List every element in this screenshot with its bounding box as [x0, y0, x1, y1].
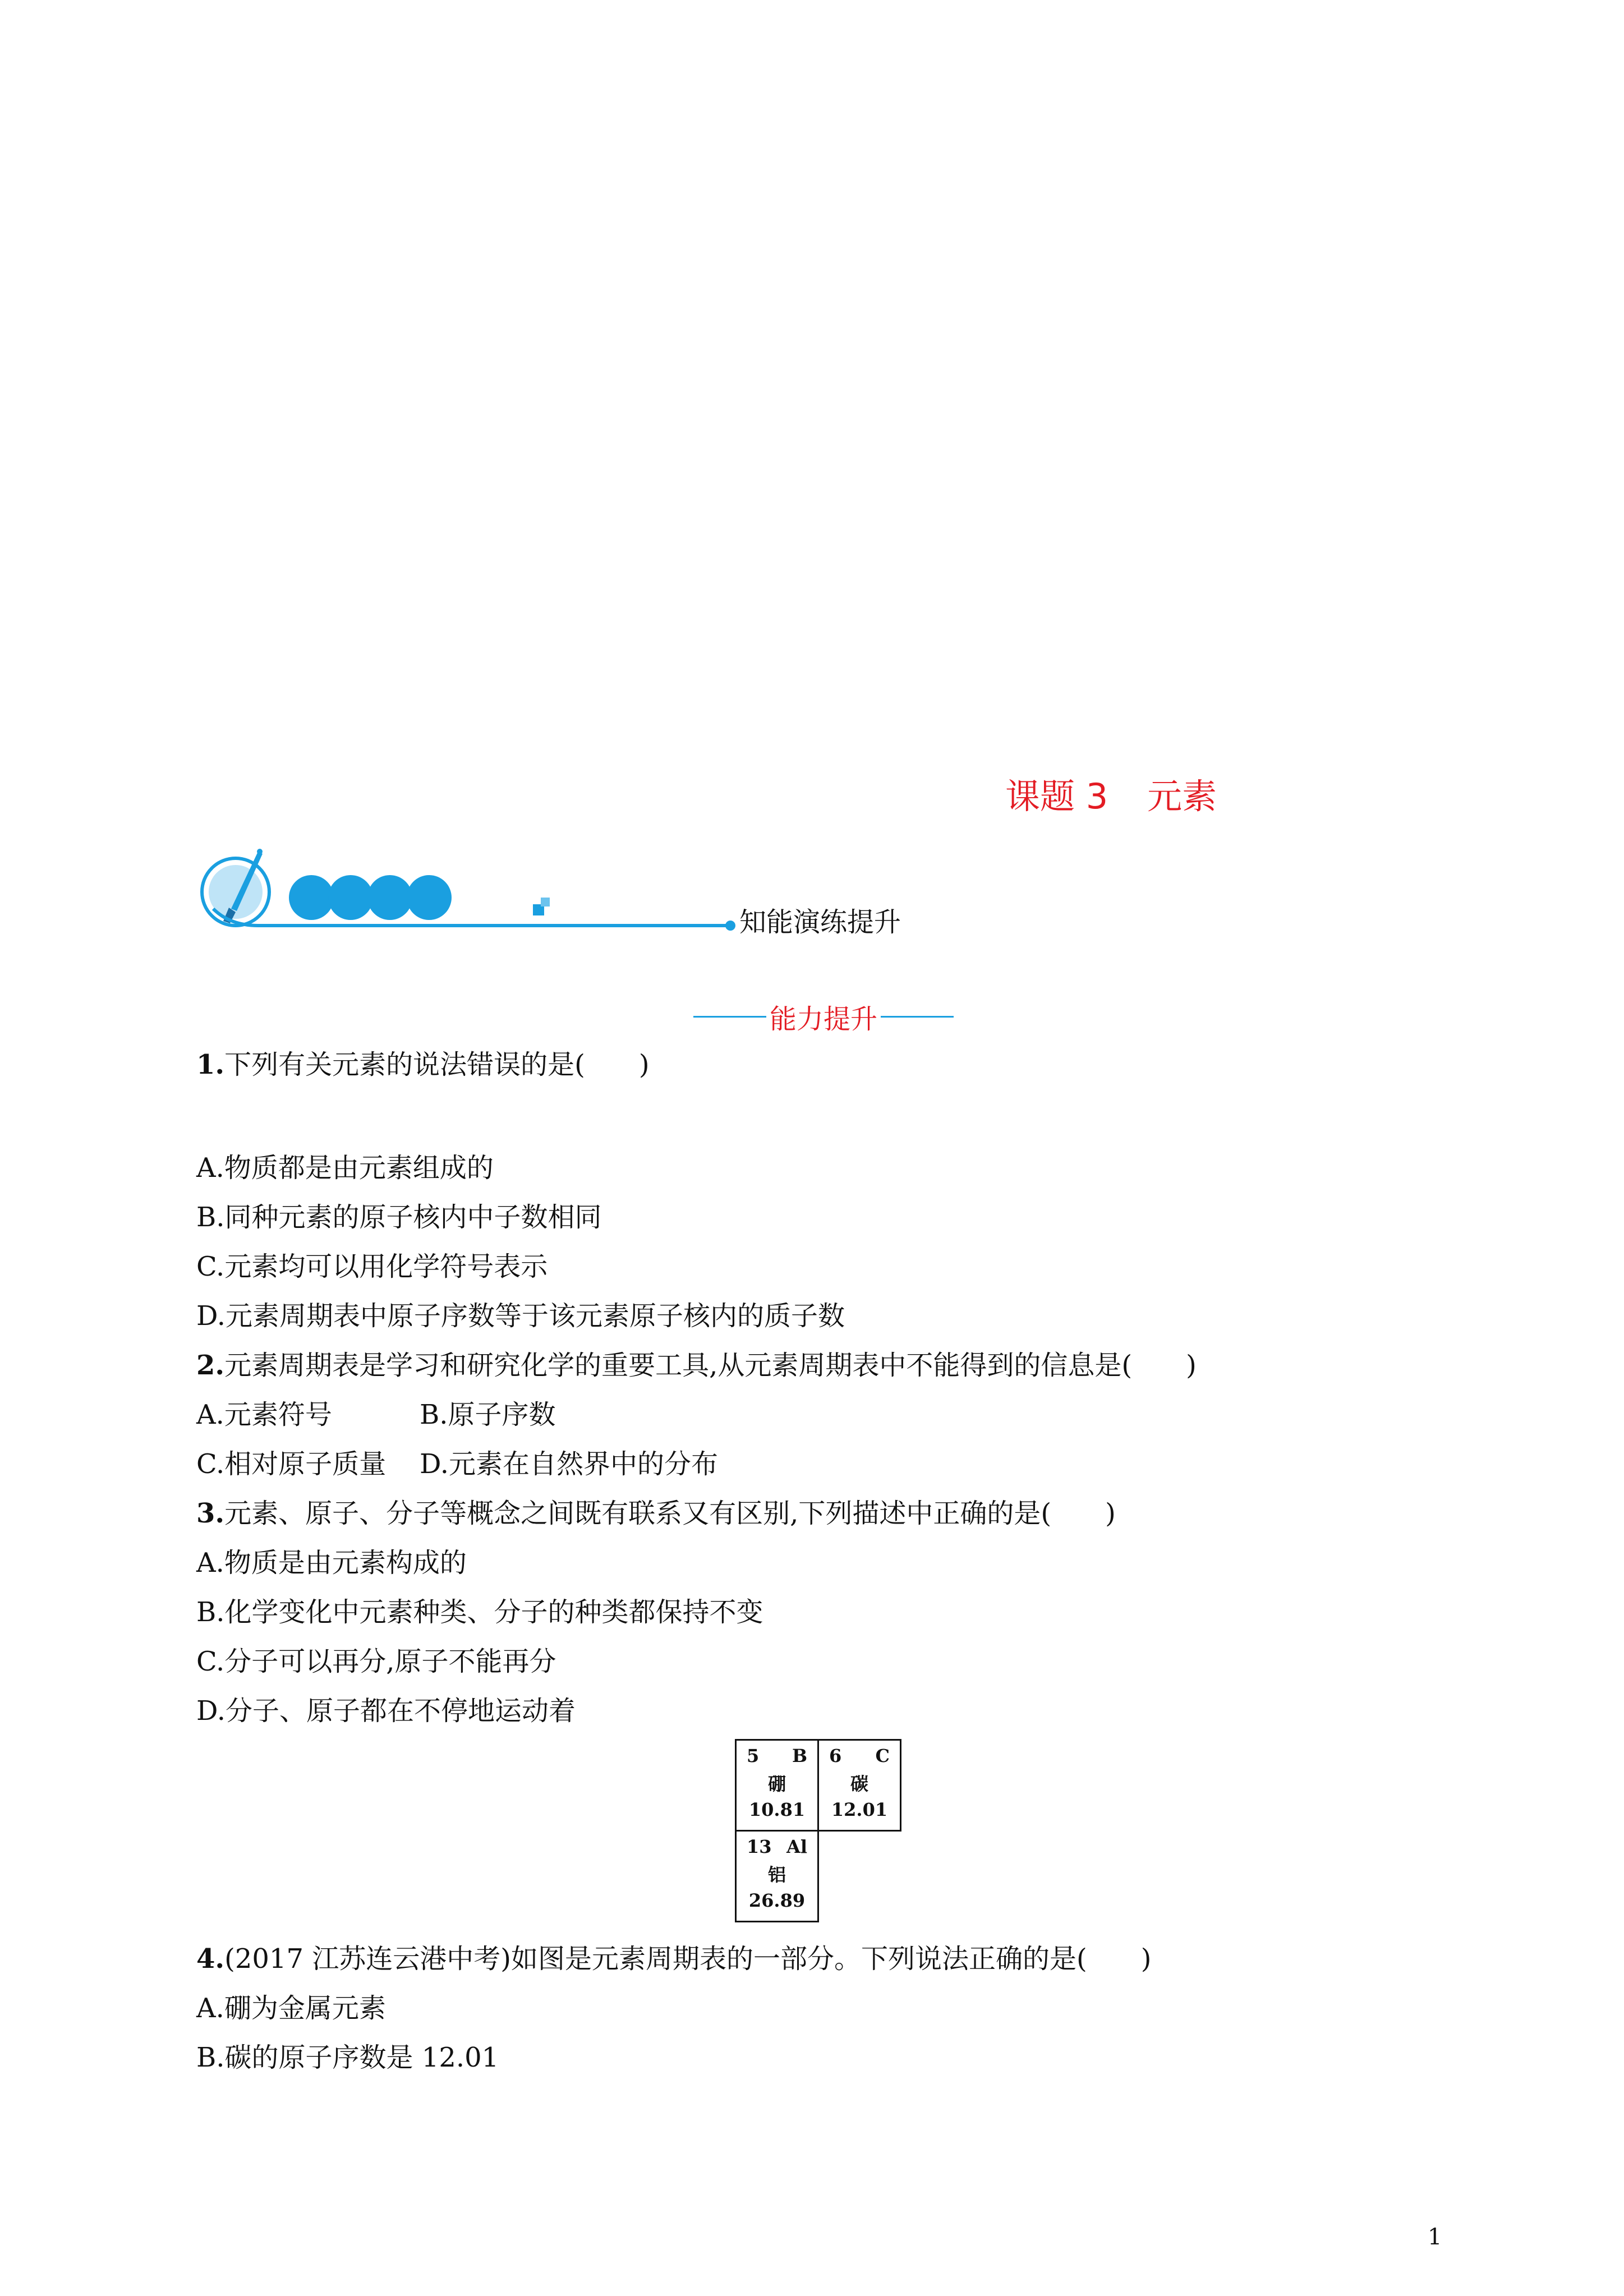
question-number: 3.	[196, 1498, 225, 1529]
element-cell-boron	[735, 1739, 819, 1832]
element-number: 13	[747, 1836, 772, 1857]
element-symbol: Al	[786, 1836, 807, 1857]
option: D.元素在自然界中的分布	[420, 1448, 719, 1480]
element-mass: 26.89	[748, 1890, 806, 1911]
banner-dot-4	[407, 875, 452, 920]
question-number: 4.	[196, 1943, 225, 1975]
element-cell-aluminum	[735, 1830, 819, 1922]
question-text: 元素周期表是学习和研究化学的重要工具,从元素周期表中不能得到的信息是( )	[224, 1350, 1197, 1381]
element-number: 5	[747, 1745, 760, 1766]
option: D.元素周期表中原子序数等于该元素原子核内的质子数	[196, 1300, 845, 1332]
element-symbol: B	[792, 1745, 807, 1766]
element-symbol: C	[875, 1745, 890, 1766]
option: D.分子、原子都在不停地运动着	[196, 1695, 576, 1727]
question-text: 下列有关元素的说法错误的是( )	[224, 1049, 650, 1080]
banner-dot-2	[328, 875, 373, 920]
banner-dot-3	[367, 875, 412, 920]
element-mass: 10.81	[748, 1799, 806, 1820]
lesson-title-prefix: 课题 3	[1005, 776, 1108, 817]
option: C.元素均可以用化学符号表示	[196, 1251, 548, 1282]
page-number: 1	[1428, 2224, 1442, 2250]
question-number: 2.	[196, 1350, 225, 1381]
question-number: 1.	[196, 1049, 225, 1080]
element-name: 硼	[767, 1773, 786, 1795]
element-mass: 12.01	[831, 1799, 888, 1820]
section-rule-left	[693, 1016, 766, 1018]
question-text: 元素、原子、分子等概念之间既有联系又有区别,下列描述中正确的是( )	[224, 1498, 1116, 1529]
lesson-title	[1005, 769, 1217, 818]
question-1-stem	[196, 1048, 650, 1082]
element-number: 6	[829, 1745, 842, 1766]
option: C.相对原子质量	[196, 1448, 387, 1480]
question-3-stem	[196, 1497, 1116, 1530]
element-cell-carbon	[817, 1739, 901, 1832]
option: A.物质是由元素构成的	[196, 1547, 467, 1579]
element-name: 铝	[767, 1864, 786, 1885]
section-banner	[196, 841, 757, 937]
section-title: 能力提升	[770, 1004, 878, 1035]
question-2-stem	[196, 1349, 1197, 1382]
question-text: (2017 江苏连云港中考)如图是元素周期表的一部分。下列说法正确的是( )	[224, 1943, 1152, 1975]
section-rule-right	[881, 1016, 954, 1018]
option: B.碳的原子序数是 12.01	[196, 2042, 499, 2073]
option: B.化学变化中元素种类、分子的种类都保持不变	[196, 1596, 763, 1628]
banner-dot-1	[289, 875, 334, 920]
option: C.分子可以再分,原子不能再分	[196, 1646, 556, 1677]
option: A.硼为金属元素	[196, 1993, 386, 2024]
element-name: 碳	[850, 1773, 868, 1795]
option: A.元素符号	[196, 1399, 332, 1430]
option: B.同种元素的原子核内中子数相同	[196, 1202, 602, 1233]
lesson-title-main: 元素	[1147, 776, 1217, 817]
option: A.物质都是由元素组成的	[196, 1152, 494, 1184]
banner-label: 知能演练提升	[739, 907, 901, 938]
question-4-stem	[196, 1942, 1151, 1976]
periodic-table-fragment	[735, 1739, 907, 1930]
section-heading	[690, 997, 957, 1036]
option: B.原子序数	[420, 1399, 556, 1430]
